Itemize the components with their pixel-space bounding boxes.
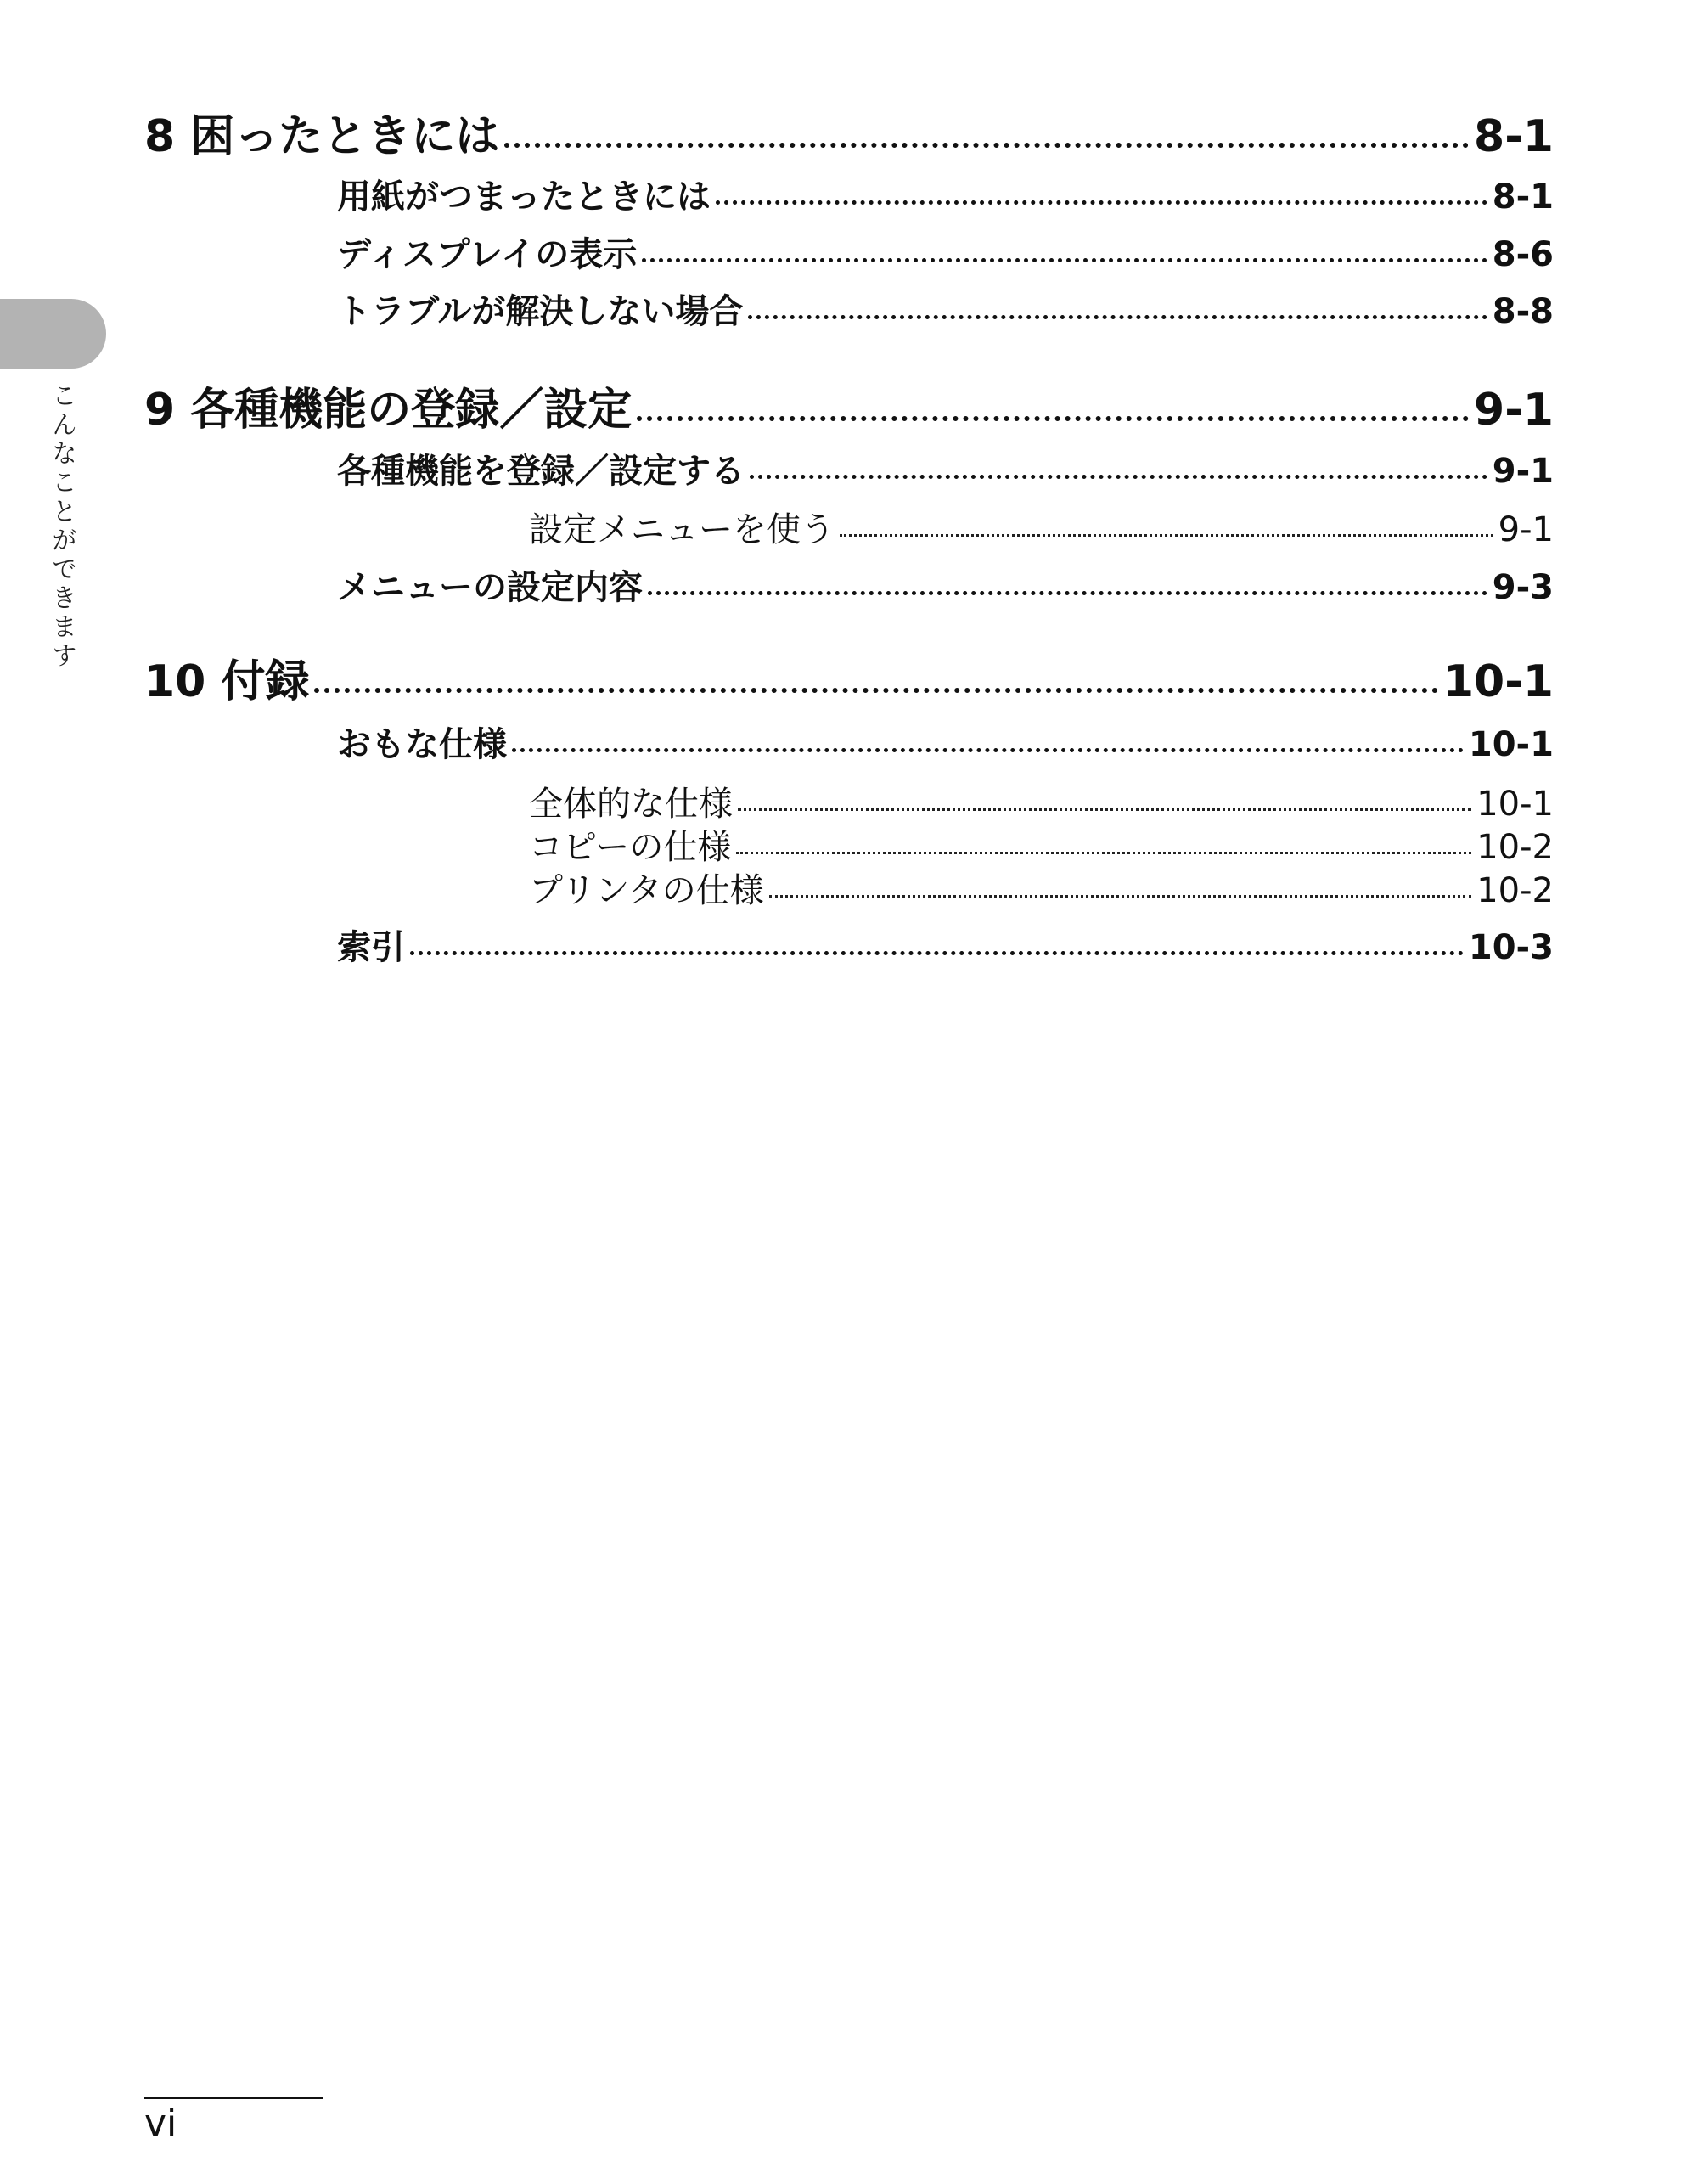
toc-entry-page: 9-1 bbox=[1492, 452, 1554, 491]
toc-section-index[interactable] bbox=[337, 920, 1554, 969]
dot-leader bbox=[504, 143, 1469, 148]
toc-entry-page: 10-2 bbox=[1476, 871, 1554, 910]
side-tab-label: こんなことができます bbox=[47, 382, 76, 671]
toc-entry-page: 10-2 bbox=[1476, 828, 1554, 867]
toc-entry-title: 設定メニューを使う bbox=[529, 510, 835, 549]
toc-entry-title: 索引 bbox=[337, 928, 405, 967]
chapter-side-tab bbox=[0, 299, 106, 369]
toc-entry-page: 9-3 bbox=[1492, 568, 1554, 607]
toc-entry-page: 10-1 bbox=[1468, 725, 1554, 764]
toc-entry-title: 用紙がつまったときには bbox=[337, 177, 711, 217]
dot-leader bbox=[410, 951, 1464, 955]
toc-entry-title: 9 各種機能の登録／設定 bbox=[144, 385, 633, 436]
dot-leader bbox=[512, 748, 1464, 752]
dot-leader bbox=[648, 591, 1487, 595]
dot-leader bbox=[769, 895, 1471, 898]
toc-entry-page: 9-1 bbox=[1498, 510, 1554, 549]
toc-section-menu-contents[interactable] bbox=[337, 560, 1554, 609]
toc-entry-page: 10-1 bbox=[1442, 656, 1554, 707]
toc-entry-page: 9-1 bbox=[1474, 385, 1554, 436]
toc-chapter-8[interactable] bbox=[144, 100, 1554, 164]
toc-entry-page: 8-8 bbox=[1492, 292, 1554, 331]
toc-section-paper-jam[interactable] bbox=[337, 170, 1554, 218]
dot-leader bbox=[637, 416, 1469, 421]
dot-leader bbox=[314, 688, 1437, 693]
toc-entry-title: プリンタの仕様 bbox=[529, 871, 764, 910]
dot-leader bbox=[716, 200, 1487, 205]
toc-section-unresolved-trouble[interactable] bbox=[337, 284, 1554, 333]
toc-entry-page: 8-6 bbox=[1492, 235, 1554, 274]
toc-subsection-general-specs[interactable] bbox=[529, 777, 1554, 825]
toc-entry-title: 10 付録 bbox=[144, 656, 310, 707]
toc-entry-page: 8-1 bbox=[1492, 177, 1554, 217]
toc-section-register-settings[interactable] bbox=[337, 444, 1554, 493]
toc-entry-title: 各種機能を登録／設定する bbox=[337, 452, 745, 491]
toc-chapter-9[interactable] bbox=[144, 374, 1554, 437]
footer-rule bbox=[144, 2097, 323, 2099]
toc-section-specifications[interactable] bbox=[337, 718, 1554, 766]
toc-section-display-messages[interactable] bbox=[337, 228, 1554, 276]
dot-leader bbox=[750, 475, 1487, 479]
toc-entry-title: おもな仕様 bbox=[337, 725, 507, 764]
toc-entry-title: メニューの設定内容 bbox=[337, 568, 643, 607]
toc-subsection-printer-specs[interactable] bbox=[529, 864, 1554, 912]
toc-entry-title: 8 困ったときには bbox=[144, 111, 500, 162]
toc-entry-title: コピーの仕様 bbox=[529, 828, 732, 867]
toc-entry-title: ディスプレイの表示 bbox=[337, 235, 638, 274]
toc-chapter-10[interactable] bbox=[144, 645, 1554, 709]
toc-entry-page: 10-3 bbox=[1468, 928, 1554, 967]
toc-subsection-copy-specs[interactable] bbox=[529, 820, 1554, 869]
dot-leader bbox=[738, 808, 1471, 811]
dot-leader bbox=[840, 534, 1493, 537]
toc-entry-title: トラブルが解決しない場合 bbox=[337, 292, 744, 331]
toc-entry-title: 全体的な仕様 bbox=[529, 785, 733, 824]
toc-entry-page: 8-1 bbox=[1474, 111, 1554, 162]
dot-leader bbox=[748, 315, 1487, 319]
dot-leader bbox=[736, 852, 1471, 854]
dot-leader bbox=[642, 258, 1487, 262]
toc-entry-page: 10-1 bbox=[1476, 785, 1554, 824]
page-number: vi bbox=[144, 2102, 177, 2145]
toc-subsection-settings-menu[interactable] bbox=[529, 503, 1554, 551]
